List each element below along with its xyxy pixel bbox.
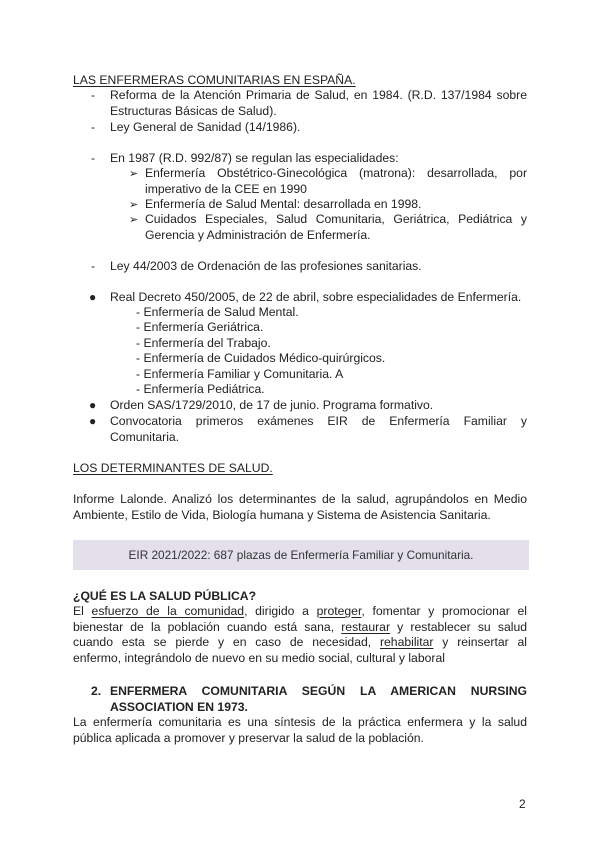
list-item-text: Ley 44/2003 de Ordenación de las profesiones sanitarias. (110, 259, 422, 273)
specialty-item: - Enfermería del Trabajo. (136, 336, 271, 350)
dash-bullet: - (91, 120, 96, 134)
paragraph-text: pública aplicada a promover y preservar la salud de la población. (73, 730, 424, 745)
sub-list-item-text: imperativo de la CEE en 1990 (145, 181, 307, 196)
section-heading-salud-publica: ¿QUÉ ES LA SALUD PÚBLICA? (73, 589, 257, 603)
heading-text: ENFERMERA COMUNITARIA SEGÚN LA AMERICAN NURSING (110, 684, 527, 698)
bullet-item-text: Comunitaria. (110, 429, 180, 444)
section-heading-ana (110, 684, 527, 715)
sub-list-item-text: Gerencia y Administración de Enfermería. (145, 227, 371, 242)
specialty-item: - Enfermería de Cuidados Médico-quirúrgicos. (136, 351, 386, 365)
underlined-term: rehabilitar (379, 635, 434, 649)
sub-list-item-text: Enfermería de Salud Mental: desarrollada en 1998. (145, 197, 422, 211)
underlined-term: restaurar (341, 619, 391, 634)
list-item-text: En 1987 (R.D. 992/87) se regulan las especialidades: (110, 151, 399, 165)
sub-list-item (145, 166, 527, 197)
paragraph-text: Informe Lalonde. Analizó los determinantes de la salud, agrupándolos en Medio (73, 492, 527, 506)
dash-bullet: - (91, 151, 96, 165)
paragraph-text: La enfermería comunitaria es una síntesis de la práctica enfermera y la salud (73, 715, 527, 729)
text-run: y restablecer su salud (390, 619, 527, 634)
list-item-text: Reforma de la Atención Primaria de Salud, en 1984. (R.D. 137/1984 sobre (110, 88, 527, 102)
arrowhead-bullet-icon: ➢ (129, 199, 139, 211)
dash-bullet: - (91, 88, 96, 102)
specialty-item: - Enfermería Geriátrica. (136, 320, 264, 334)
round-bullet-icon: ● (89, 290, 97, 304)
paragraph-text: enfermo, integrándolo de nuevo en su medio social, cultural y laboral (73, 650, 445, 665)
specialty-item: - Enfermería Pediátrica. (136, 382, 265, 396)
section-heading-enfermeras-comunitarias: LAS ENFERMERAS COMUNITARIAS EN ESPAÑA. (73, 73, 356, 87)
sub-list-item-text: Cuidados Especiales, Salud Comunitaria, Geriátrica, Pediátrica y (145, 212, 527, 226)
list-item-text: Estructuras Básicas de Salud). (110, 103, 277, 118)
paragraph-line (73, 620, 527, 636)
round-bullet-icon: ● (89, 398, 97, 412)
dash-bullet: - (91, 259, 96, 273)
paragraph-line (73, 604, 527, 620)
paragraph-text: Ambiente, Estilo de Vida, Biología humana y Sistema de Asistencia Sanitaria. (73, 507, 491, 522)
arrowhead-bullet-icon: ➢ (129, 214, 139, 226)
arrowhead-bullet-icon: ➢ (129, 168, 139, 180)
paragraph-salud-publica (73, 604, 527, 666)
sub-list-item-text: Enfermería Obstétrico-Ginecológica (matrona): desarrollada, por (145, 166, 527, 180)
underlined-term: esfuerzo de la comunidad (91, 604, 245, 618)
section-number: 2. (91, 684, 102, 698)
paragraph-enfermeria-comunitaria (73, 715, 527, 746)
highlight-callout: EIR 2021/2022: 687 plazas de Enfermería Familiar y Comunitaria. (73, 540, 529, 570)
paragraph-line (73, 635, 527, 651)
underlined-term: proteger (316, 604, 362, 618)
specialty-item: - Enfermería Familiar y Comunitaria. A (136, 367, 344, 381)
bullet-item (110, 414, 527, 445)
heading-text: ASSOCIATION EN 1973. (110, 699, 248, 714)
sub-list-item (145, 212, 527, 243)
section-heading-determinantes: LOS DETERMINANTES DE SALUD. (73, 461, 273, 475)
paragraph-lalonde (73, 492, 527, 523)
bullet-item-text: Real Decreto 450/2005, de 22 de abril, sobre especialidades de Enfermería. (110, 290, 522, 304)
bullet-item-text: Orden SAS/1729/2010, de 17 de junio. Programa formativo. (110, 398, 434, 412)
text-run: y reinsertar al (433, 635, 527, 649)
bullet-item-text: Convocatoria primeros exámenes EIR de Enfermería Familiar y (110, 414, 527, 428)
text-run: , dirigido a (244, 604, 317, 618)
round-bullet-icon: ● (89, 414, 97, 428)
list-item-text: Ley General de Sanidad (14/1986). (110, 120, 301, 134)
list-item (110, 88, 527, 119)
text-run: bienestar de la población cuando está sana, (73, 619, 342, 634)
specialty-item: - Enfermería de Salud Mental. (136, 305, 299, 319)
text-run: El (73, 604, 92, 618)
text-run: cuando esta se pierde y en caso de necesidad, (73, 635, 380, 649)
text-run: , fomentar y promocionar el (361, 604, 527, 618)
page-number: 2 (519, 797, 526, 811)
